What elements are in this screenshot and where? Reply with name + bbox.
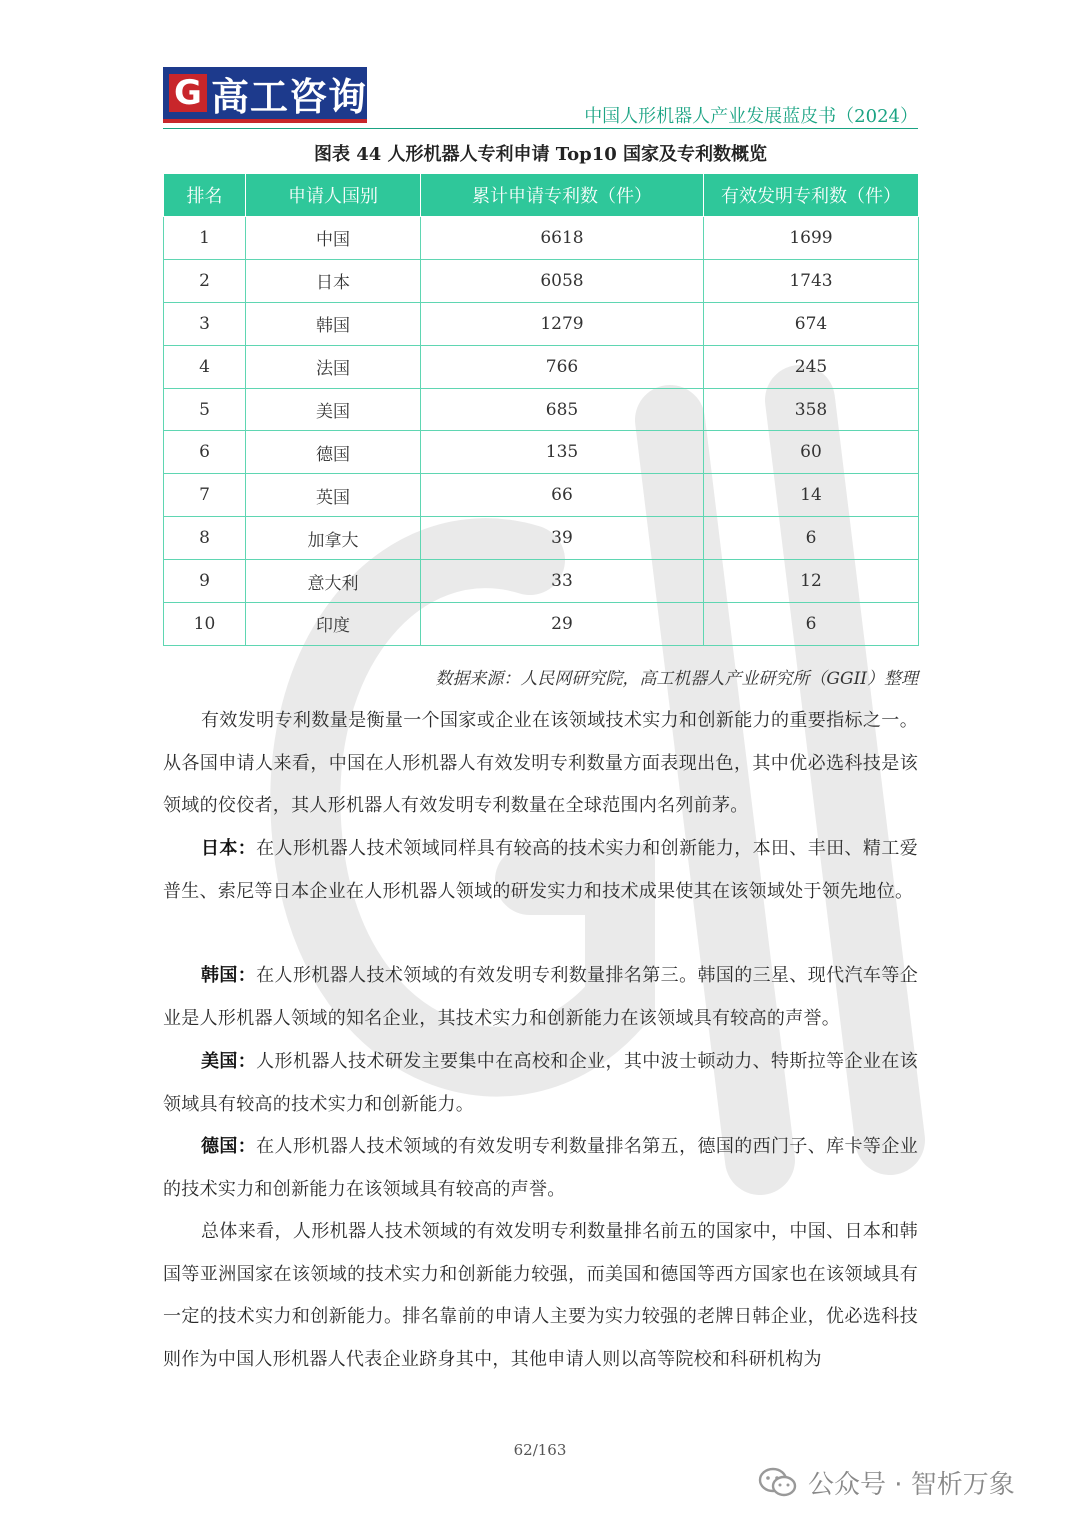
- label-germany: 德国：: [201, 1136, 257, 1157]
- rank-cell: 10: [164, 603, 246, 646]
- table-caption: 图表 44 人形机器人专利申请 Top10 国家及专利数概览: [313, 144, 768, 165]
- valid-patents-cell: 358: [704, 388, 919, 431]
- total-applications-cell: 6618: [421, 217, 704, 260]
- rank-cell: 1: [164, 217, 246, 260]
- paragraph-summary-block: [163, 1211, 918, 1381]
- valid-patents-cell: 6: [704, 603, 919, 646]
- country-cell: 日本: [246, 259, 421, 302]
- table-row: [164, 217, 919, 260]
- country-cell: 德国: [246, 431, 421, 474]
- label-japan: 日本：: [201, 838, 257, 859]
- country-cell: 法国: [246, 345, 421, 388]
- rank-cell: 6: [164, 431, 246, 474]
- logo-mark: G: [169, 74, 207, 112]
- total-applications-cell: 33: [421, 560, 704, 603]
- text-usa: 人形机器人技术研发主要集中在高校和企业，其中波士顿动力、特斯拉等企业在该领域具有较高的技术实力和创新能力。: [163, 1051, 919, 1115]
- label-korea: 韩国：: [201, 965, 257, 986]
- table-row: [164, 345, 919, 388]
- text-japan: 在人形机器人技术领域同样具有较高的技术实力和创新能力，本田、丰田、精工爱普生、索尼等日本企业在人形机器人领域的研发实力和技术成果使其在该领域处于领先地位。: [163, 838, 919, 902]
- country-cell: 印度: [246, 603, 421, 646]
- paragraph-germany: [163, 1126, 918, 1211]
- total-applications-cell: 1279: [421, 302, 704, 345]
- country-cell: 韩国: [246, 302, 421, 345]
- header-divider: [163, 128, 918, 129]
- country-cell: 英国: [246, 474, 421, 517]
- wechat-icon: [758, 1467, 798, 1499]
- page-number: 62/163: [513, 1441, 567, 1459]
- paragraph-summary: 总体来看，人形机器人技术领域的有效发明专利数量排名前五的国家中，中国、日本和韩国等亚洲国家在该领域的技术实力和创新能力较强，而美国和德国等西方国家也在该领域具有一定的技术实力和创新能力。排名靠前的申请人主要为实力较强的老牌日韩企业，优必选科技则作为中国人形机器人代表企业跻身其中，其他申请人则以高等院校和科研机构为: [163, 1221, 918, 1370]
- total-applications-cell: 766: [421, 345, 704, 388]
- rank-cell: 8: [164, 517, 246, 560]
- rank-cell: 9: [164, 560, 246, 603]
- text-germany: 在人形机器人技术领域的有效发明专利数量排名第五，德国的西门子、库卡等企业的技术实力和创新能力在该领域具有较高的声誉。: [163, 1136, 919, 1200]
- valid-patents-cell: 1699: [704, 217, 919, 260]
- valid-patents-cell: 14: [704, 474, 919, 517]
- total-applications-cell: 29: [421, 603, 704, 646]
- table-header-row: [164, 174, 919, 217]
- paragraph-japan: [163, 828, 918, 913]
- column-header-total-applications: 累计申请专利数（件）: [421, 174, 704, 217]
- paragraph-intro: 有效发明专利数量是衡量一个国家或企业在该领域技术实力和创新能力的重要指标之一。从各国申请人来看，中国在人形机器人有效发明专利数量方面表现出色，其中优必选科技是该领域的佼佼者，其人形机器人有效发明专利数量在全球范围内名列前茅。: [163, 710, 918, 816]
- patent-table: [163, 173, 919, 646]
- rank-cell: 2: [164, 259, 246, 302]
- table-row: [164, 474, 919, 517]
- valid-patents-cell: 12: [704, 560, 919, 603]
- valid-patents-cell: 6: [704, 517, 919, 560]
- paragraph-usa-block: [163, 1041, 918, 1126]
- rank-cell: 5: [164, 388, 246, 431]
- total-applications-cell: 135: [421, 431, 704, 474]
- paragraph-korea: [163, 955, 918, 1040]
- wechat-account-tag: [758, 1464, 1015, 1501]
- country-cell: 中国: [246, 217, 421, 260]
- country-cell: 美国: [246, 388, 421, 431]
- valid-patents-cell: 674: [704, 302, 919, 345]
- column-header-rank: 排名: [164, 174, 246, 217]
- rank-cell: 4: [164, 345, 246, 388]
- table-row: [164, 259, 919, 302]
- paragraph-korea-block: [163, 955, 918, 1040]
- rank-cell: 3: [164, 302, 246, 345]
- rank-cell: 7: [164, 474, 246, 517]
- valid-patents-cell: 60: [704, 431, 919, 474]
- total-applications-cell: 66: [421, 474, 704, 517]
- document-title: 中国人形机器人产业发展蓝皮书（2024）: [584, 106, 918, 127]
- total-applications-cell: 39: [421, 517, 704, 560]
- table-row: [164, 517, 919, 560]
- column-header-country: 申请人国别: [246, 174, 421, 217]
- table-row: [164, 431, 919, 474]
- table-row: [164, 603, 919, 646]
- table-source-note: 数据来源：人民网研究院，高工机器人产业研究所（GGII）整理: [435, 669, 918, 689]
- paragraph-japan-block: [163, 828, 918, 913]
- valid-patents-cell: 245: [704, 345, 919, 388]
- table-row: [164, 302, 919, 345]
- label-usa: 美国：: [201, 1051, 257, 1072]
- valid-patents-cell: 1743: [704, 259, 919, 302]
- paragraph-intro-block: [163, 700, 918, 828]
- total-applications-cell: 685: [421, 388, 704, 431]
- country-cell: 意大利: [246, 560, 421, 603]
- column-header-valid-patents: 有效发明专利数（件）: [704, 174, 919, 217]
- table-row: [164, 560, 919, 603]
- wechat-account-name: 公众号 · 智析万象: [808, 1470, 1015, 1500]
- paragraph-germany-block: [163, 1126, 918, 1211]
- country-cell: 加拿大: [246, 517, 421, 560]
- paragraph-usa: [163, 1041, 918, 1126]
- logo-text: 高工咨询: [210, 74, 367, 119]
- table-row: [164, 388, 919, 431]
- total-applications-cell: 6058: [421, 259, 704, 302]
- company-logo: [163, 67, 367, 123]
- text-korea: 在人形机器人技术领域的有效发明专利数量排名第三。韩国的三星、现代汽车等企业是人形机器人领域的知名企业，其技术实力和创新能力在该领域具有较高的声誉。: [163, 965, 919, 1029]
